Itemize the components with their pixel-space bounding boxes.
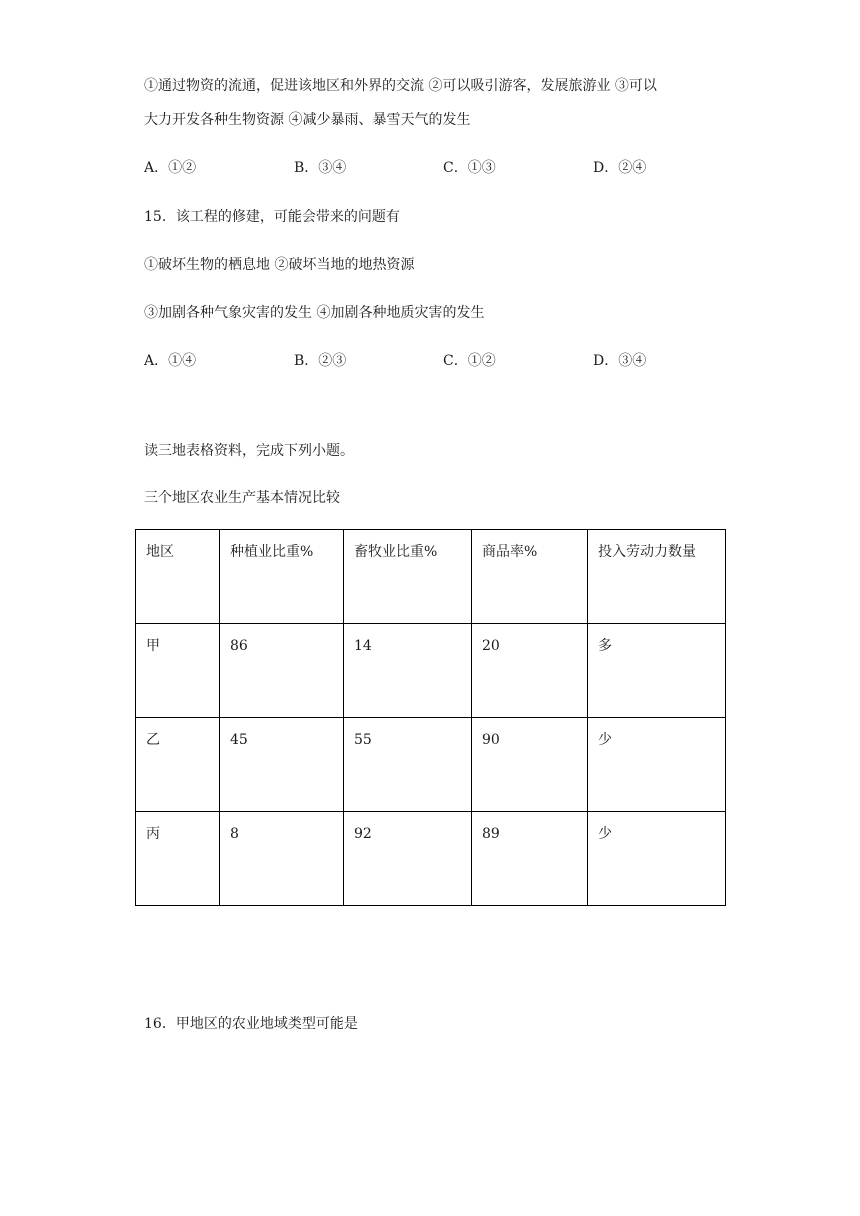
table-cell: 甲 xyxy=(136,624,220,718)
table-cell: 90 xyxy=(472,718,588,812)
header-cell-crop-share: 种植业比重% xyxy=(220,530,344,624)
q15-items-line-1: ①破坏生物的栖息地 ②破坏当地的地热资源 xyxy=(144,257,415,273)
q14-option-b: B．③④ xyxy=(294,160,347,176)
table-cell: 86 xyxy=(220,624,344,718)
q14-text-line-2: 大力开发各种生物资源 ④减少暴雨、暴雪天气的发生 xyxy=(144,112,471,128)
table-cell: 92 xyxy=(344,812,472,906)
agriculture-comparison-table xyxy=(135,529,726,906)
header-cell-region: 地区 xyxy=(136,530,220,624)
q14-option-c: C．①③ xyxy=(443,160,496,176)
table-cell: 少 xyxy=(588,718,726,812)
table-row xyxy=(136,718,726,812)
table-header-row xyxy=(136,530,726,624)
table-cell: 丙 xyxy=(136,812,220,906)
q15-option-a: A．①④ xyxy=(144,353,197,369)
q14-option-a: A．①② xyxy=(144,160,197,176)
q15-option-b: B．②③ xyxy=(294,353,347,369)
q15-options xyxy=(144,351,744,371)
q14-option-d: D．②④ xyxy=(593,160,647,176)
table-cell: 89 xyxy=(472,812,588,906)
q16-stem: 16．甲地区的农业地域类型可能是 xyxy=(144,1016,358,1032)
table-cell: 45 xyxy=(220,718,344,812)
section-intro: 读三地表格资料，完成下列小题。 xyxy=(144,443,354,459)
q15-option-d: D．③④ xyxy=(593,353,647,369)
table-cell: 乙 xyxy=(136,718,220,812)
table-cell: 55 xyxy=(344,718,472,812)
q14-text-line-1: ①通过物资的流通，促进该地区和外界的交流 ②可以吸引游客，发展旅游业 ③可以 xyxy=(144,78,657,94)
header-cell-commodity-rate: 商品率% xyxy=(472,530,588,624)
table-cell: 少 xyxy=(588,812,726,906)
table-row xyxy=(136,624,726,718)
table-row xyxy=(136,812,726,906)
table-cell: 14 xyxy=(344,624,472,718)
q14-options xyxy=(144,158,744,178)
header-cell-labor-input: 投入劳动力数量 xyxy=(588,530,726,624)
table-title: 三个地区农业生产基本情况比较 xyxy=(144,490,340,506)
table-cell: 多 xyxy=(588,624,726,718)
q15-option-c: C．①② xyxy=(443,353,496,369)
q15-items-line-2: ③加剧各种气象灾害的发生 ④加剧各种地质灾害的发生 xyxy=(144,305,485,321)
header-cell-livestock-share: 畜牧业比重% xyxy=(344,530,472,624)
table-cell: 20 xyxy=(472,624,588,718)
q15-stem: 15．该工程的修建，可能会带来的问题有 xyxy=(144,209,400,225)
table-cell: 8 xyxy=(220,812,344,906)
